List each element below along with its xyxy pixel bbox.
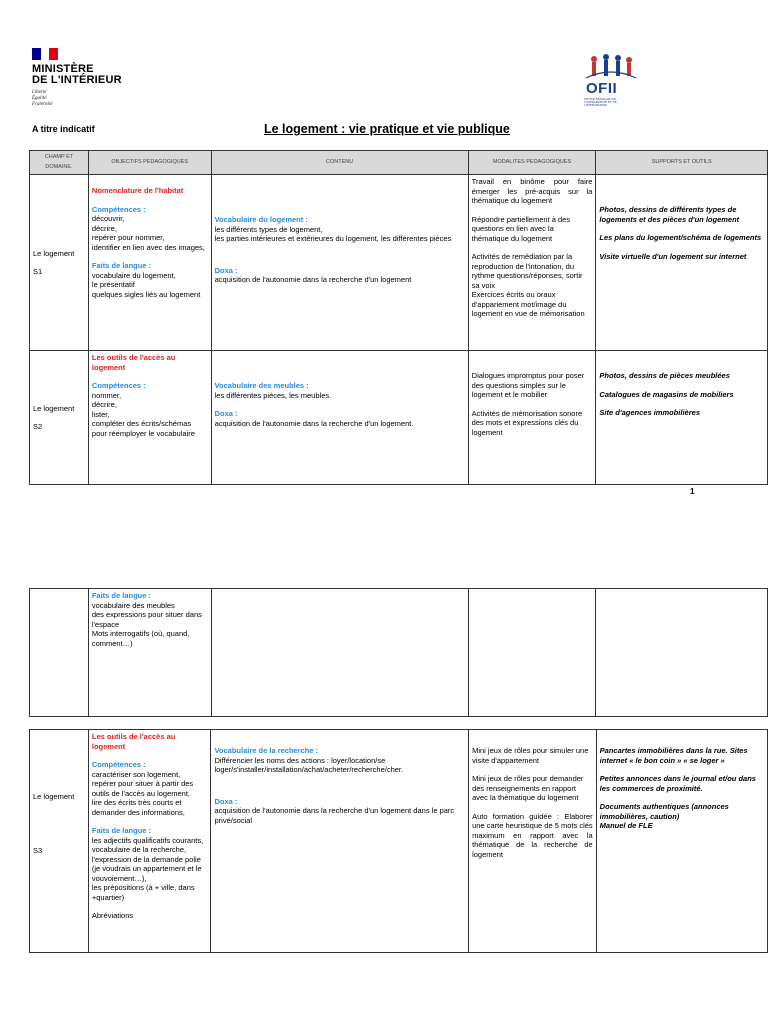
content-cell: Vocabulaire de la recherche : Différencier les noms des actions : loyer/location/se loger/s'installer/installation/achat/acheter/recherche/cher. Doxa : acquisition de l'autonomie dans la recherche d'un logement dans le parc privé/social [211,730,469,953]
ministry-logo [32,48,142,108]
domain-cell [30,589,89,717]
table-row [30,351,768,485]
republic-motto: Liberté Égalité Fraternité [32,90,53,107]
modalities-cell [468,589,596,717]
objectives-cell: Faits de langue : vocabulaire des meubles des expressions pour situer dans l'espace Mots interrogatifs (où, quand, comment…) [88,589,211,717]
supports-cell [596,589,768,717]
pedagogy-table-page1 [29,150,768,485]
table-row [30,730,768,953]
ministry-name: MINISTÈRE DE L'INTÉRIEUR [32,63,122,86]
supports-cell: Photos, dessins de pièces meublées Catalogues de magasins de mobiliers Site d'agences immobilières [596,351,768,485]
marianne-flag-icon [32,48,58,60]
header-objectifs: OBJECTIFS PEDAGOGIQUES [88,151,211,175]
supports-cell: Photos, dessins de différents types de logements et des pièces d'un logement Les plans du logement/schéma de logements Visite virtuelle d'un logement sur internet [596,175,768,351]
table-header-row [30,151,768,175]
domain-cell: Le logement S3 [30,730,89,953]
modalities-cell: Dialogues impromptus pour poser des questions simples sur le logement et le mobilier Activités de mémorisation sonore des mots et expressions clés du logement [468,351,596,485]
domain-cell: Le logement S2 [30,351,89,485]
ofii-logo: OFII OFFICE FRANÇAIS DE L'IMMIGRATION ET DE L'INTÉGRATION [582,52,640,108]
objectives-cell: Nomenclature de l'habitat Compétences : découvrir, décrire, repérer pour nommer, identifier en lien avec des images, Faits de langue : vocabulaire du logement, le présentatif quelques sigles liés au logement [88,175,211,351]
header-supports: SUPPORTS ET OUTILS [596,151,768,175]
domain-cell: Le logement S1 [30,175,89,351]
objectives-cell: Les outils de l'accès au logement Compétences : nommer, décrire, lister, compléter des écrits/schémas pour réemployer le vocabulaire [88,351,211,485]
supports-cell: Pancartes immobilières dans la rue. Sites internet « le bon coin » « se loger » Petites annonces dans le journal et/ou dans les commerces de proximité. Documents authentiques (annonces immobilières, caution) Manuel de FLE [596,730,767,953]
pedagogy-table-s3 [29,729,768,953]
page-number: 1 [690,487,695,496]
header-champ: CHAMP ET DOMAINE. [30,151,89,175]
table-row [30,175,768,351]
pedagogy-table-continued [29,588,768,717]
page-title: Le logement : vie pratique et vie publique [264,122,510,136]
header-contenu: CONTENU [211,151,468,175]
content-cell [211,589,468,717]
table-row [30,589,768,717]
modalities-cell: Travail en binôme pour faire émerger les pré-acquis sur la thématique du logement Répondre partiellement à des questions en lien avec la thématique du logement Activités de remédiation par la reproduction de l'intonation, du rythme questions/réponses, sortir sa voix Exercices écrits ou oraux d'appariement mot/image du logement en vue de mémorisation [468,175,596,351]
modalities-cell: Mini jeux de rôles pour simuler une visite d'appartement Mini jeux de rôles pour demander des renseignements en rapport avec la thématique du logement Auto formation guidée : Elaborer une carte heuristique de 5 mots clés maximum en rapport avec la thématique de la recherche de logement [469,730,597,953]
header-modalites: MODALITES PEDAGOGIQUES [468,151,596,175]
indicatif-label: A titre indicatif [32,124,95,134]
content-cell: Vocabulaire des meubles : les différentes pièces, les meubles. Doxa : acquisition de l'autonomie dans la recherche d'un logement. [211,351,468,485]
objectives-cell: Les outils de l'accès au logement Compétences : caractériser son logement, repérer pour situer à partir des outils de l'accès au logement, lire des écrits très courts et demander des informations, Faits de langue : les adjectifs qualificatifs courants, vocabulaire de la recherche, l'expression de la demande polie (je voudrais un appartement et le vouvoiement…), les prépositions (à + ville, dans +quartier) Abréviations [88,730,211,953]
content-cell: Vocabulaire du logement : les différents types de logement, les parties intérieures et extérieures du logement, les différentes pièces Doxa : acquisition de l'autonomie dans la recherche d'un logement [211,175,468,351]
